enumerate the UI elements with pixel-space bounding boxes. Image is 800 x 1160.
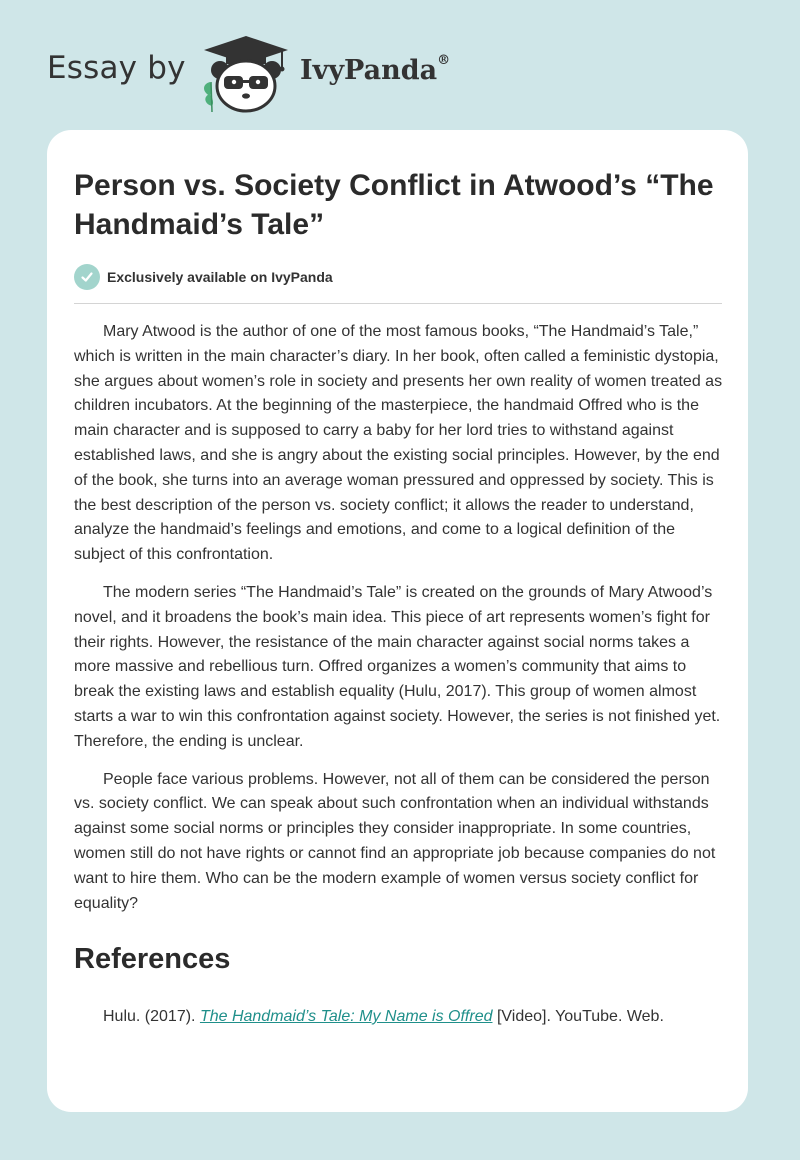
essay-card bbox=[47, 130, 748, 1112]
essay-by-label: Essay by bbox=[47, 50, 186, 86]
check-circle-icon bbox=[74, 264, 100, 290]
essay-body bbox=[74, 320, 724, 929]
paragraph: The modern series “The Handmaid’s Tale” is created on the grounds of Mary Atwood’s novel, and it broadens the book’s main idea. This piece of art represents women’s fight for their rights. However, the resistance of the main character against social norms takes a more massive and rebellious turn. Offred organizes a women’s community that aims to break the existing laws and establish equality (Hulu, 2017). This group of women almost starts a war to win this confrontation against society. However, the series is not finished yet. Therefore, the ending is unclear. bbox=[74, 583, 721, 750]
paragraph: People face various problems. However, not all of them can be considered the person vs. society conflict. We can speak about such confrontation when an individual withstands against some social norms or principles they consider inappropriate. In some countries, women still do not have rights or cannot find an appropriate job because companies do not want to hire them. Who can be the modern example of women versus society conflict for equality? bbox=[74, 770, 716, 912]
paragraph: Mary Atwood is the author of one of the most famous books, “The Handmaid’s Tale,” which is written in the main character’s diary. In her book, often called a feministic dystopia, she argues about women’s role in society and presents her own reality of women treated as children incubators. At the beginning of the masterpiece, the handmaid Offred who is the main character and is supposed to carry a baby for her lord tries to withstand against established laws, and she is angry about the existing social principles. However, by the end of the book, she turns into an average woman pressured and oppressed by society. This is the best description of the person vs. society conflict; it allows the reader to understand, analyze the handmaid’s feelings and emotions, and come to a logical definition of the subject of this confrontation. bbox=[74, 323, 723, 564]
panda-logo-icon bbox=[198, 34, 294, 114]
exclusive-badge bbox=[74, 263, 333, 291]
registered-mark: ® bbox=[437, 53, 451, 68]
brand-name[interactable] bbox=[300, 55, 450, 86]
reference-entry bbox=[103, 1005, 664, 1029]
divider bbox=[74, 303, 722, 304]
reference-suffix: [Video]. YouTube. Web. bbox=[492, 1008, 664, 1025]
reference-link[interactable]: The Handmaid’s Tale: My Name is Offred bbox=[199, 1008, 493, 1025]
brand-text: IvyPanda bbox=[300, 55, 438, 86]
essay-title: Person vs. Society Conflict in Atwood’s “The Handmaid’s Tale” bbox=[74, 169, 714, 241]
site-header bbox=[0, 0, 800, 130]
references-heading: References bbox=[74, 943, 231, 975]
reference-prefix: Hulu. (2017). bbox=[103, 1008, 200, 1025]
exclusive-label: Exclusively available on IvyPanda bbox=[107, 269, 333, 285]
